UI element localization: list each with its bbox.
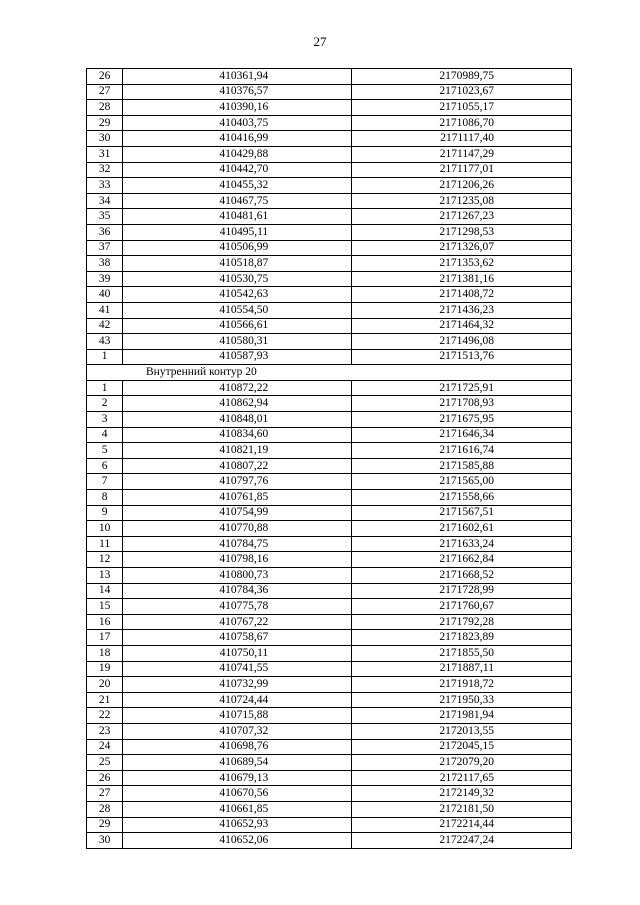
y-coordinate-cell: 2171675,95 bbox=[352, 412, 572, 428]
point-number-cell: 31 bbox=[87, 146, 123, 162]
y-coordinate-cell: 2171436,23 bbox=[352, 302, 572, 318]
y-coordinate-cell: 2171326,07 bbox=[352, 240, 572, 256]
table-row bbox=[87, 645, 572, 661]
x-coordinate-cell: 410403,75 bbox=[123, 115, 352, 131]
point-number-cell: 2 bbox=[87, 396, 123, 412]
table-row bbox=[87, 84, 572, 100]
point-number-cell: 29 bbox=[87, 817, 123, 833]
x-coordinate-cell: 410754,99 bbox=[123, 505, 352, 521]
point-number-cell: 9 bbox=[87, 505, 123, 521]
table-row bbox=[87, 178, 572, 194]
point-number-cell: 27 bbox=[87, 84, 123, 100]
point-number-cell: 12 bbox=[87, 552, 123, 568]
table-row bbox=[87, 209, 572, 225]
y-coordinate-cell: 2171585,88 bbox=[352, 458, 572, 474]
point-number-cell: 13 bbox=[87, 568, 123, 584]
table-row bbox=[87, 115, 572, 131]
point-number-cell: 21 bbox=[87, 692, 123, 708]
table-row bbox=[87, 505, 572, 521]
x-coordinate-cell: 410495,11 bbox=[123, 224, 352, 240]
x-coordinate-cell: 410834,60 bbox=[123, 427, 352, 443]
y-coordinate-cell: 2171055,17 bbox=[352, 100, 572, 116]
x-coordinate-cell: 410807,22 bbox=[123, 458, 352, 474]
point-number-cell: 4 bbox=[87, 427, 123, 443]
point-number-cell: 16 bbox=[87, 614, 123, 630]
x-coordinate-cell: 410670,56 bbox=[123, 786, 352, 802]
table-row bbox=[87, 396, 572, 412]
x-coordinate-cell: 410390,16 bbox=[123, 100, 352, 116]
x-coordinate-cell: 410750,11 bbox=[123, 645, 352, 661]
table-row bbox=[87, 287, 572, 303]
table-row bbox=[87, 427, 572, 443]
table-row bbox=[87, 490, 572, 506]
x-coordinate-cell: 410580,31 bbox=[123, 334, 352, 350]
y-coordinate-cell: 2172079,20 bbox=[352, 755, 572, 771]
y-coordinate-cell: 2171602,61 bbox=[352, 521, 572, 537]
section-row bbox=[87, 365, 572, 381]
table-row bbox=[87, 786, 572, 802]
point-number-cell: 7 bbox=[87, 474, 123, 490]
x-coordinate-cell: 410481,61 bbox=[123, 209, 352, 225]
table-row bbox=[87, 240, 572, 256]
x-coordinate-cell: 410566,61 bbox=[123, 318, 352, 334]
point-number-cell: 8 bbox=[87, 490, 123, 506]
point-number-cell: 1 bbox=[87, 380, 123, 396]
table-row bbox=[87, 770, 572, 786]
point-number-cell: 15 bbox=[87, 599, 123, 615]
x-coordinate-cell: 410775,78 bbox=[123, 599, 352, 615]
point-number-cell: 40 bbox=[87, 287, 123, 303]
point-number-cell: 38 bbox=[87, 256, 123, 272]
x-coordinate-cell: 410862,94 bbox=[123, 396, 352, 412]
y-coordinate-cell: 2171177,01 bbox=[352, 162, 572, 178]
table-row bbox=[87, 69, 572, 85]
x-coordinate-cell: 410872,22 bbox=[123, 380, 352, 396]
table-row bbox=[87, 739, 572, 755]
x-coordinate-cell: 410467,75 bbox=[123, 193, 352, 209]
x-coordinate-cell: 410848,01 bbox=[123, 412, 352, 428]
table-row bbox=[87, 458, 572, 474]
x-coordinate-cell: 410707,32 bbox=[123, 723, 352, 739]
table-row bbox=[87, 583, 572, 599]
table-row bbox=[87, 661, 572, 677]
y-coordinate-cell: 2171558,66 bbox=[352, 490, 572, 506]
x-coordinate-cell: 410518,87 bbox=[123, 256, 352, 272]
point-number-cell: 43 bbox=[87, 334, 123, 350]
x-coordinate-cell: 410800,73 bbox=[123, 568, 352, 584]
y-coordinate-cell: 2171950,33 bbox=[352, 692, 572, 708]
y-coordinate-cell: 2172214,44 bbox=[352, 817, 572, 833]
x-coordinate-cell: 410587,93 bbox=[123, 349, 352, 365]
point-number-cell: 34 bbox=[87, 193, 123, 209]
point-number-cell: 22 bbox=[87, 708, 123, 724]
point-number-cell: 26 bbox=[87, 69, 123, 85]
x-coordinate-cell: 410506,99 bbox=[123, 240, 352, 256]
point-number-cell: 26 bbox=[87, 770, 123, 786]
y-coordinate-cell: 2171381,16 bbox=[352, 271, 572, 287]
x-coordinate-cell: 410741,55 bbox=[123, 661, 352, 677]
y-coordinate-cell: 2171464,32 bbox=[352, 318, 572, 334]
y-coordinate-cell: 2172247,24 bbox=[352, 833, 572, 849]
x-coordinate-cell: 410821,19 bbox=[123, 443, 352, 459]
x-coordinate-cell: 410652,06 bbox=[123, 833, 352, 849]
table-row bbox=[87, 536, 572, 552]
y-coordinate-cell: 2171353,62 bbox=[352, 256, 572, 272]
table-row bbox=[87, 801, 572, 817]
x-coordinate-cell: 410715,88 bbox=[123, 708, 352, 724]
y-coordinate-cell: 2171855,50 bbox=[352, 645, 572, 661]
x-coordinate-cell: 410416,99 bbox=[123, 131, 352, 147]
point-number-cell: 30 bbox=[87, 131, 123, 147]
table-row bbox=[87, 271, 572, 287]
x-coordinate-cell: 410767,22 bbox=[123, 614, 352, 630]
x-coordinate-cell: 410784,36 bbox=[123, 583, 352, 599]
point-number-cell: 20 bbox=[87, 677, 123, 693]
point-number-cell: 37 bbox=[87, 240, 123, 256]
x-coordinate-cell: 410798,16 bbox=[123, 552, 352, 568]
y-coordinate-cell: 2171117,40 bbox=[352, 131, 572, 147]
y-coordinate-cell: 2172045,15 bbox=[352, 739, 572, 755]
table-row bbox=[87, 443, 572, 459]
table-row bbox=[87, 755, 572, 771]
point-number-cell: 36 bbox=[87, 224, 123, 240]
x-coordinate-cell: 410679,13 bbox=[123, 770, 352, 786]
y-coordinate-cell: 2171616,74 bbox=[352, 443, 572, 459]
table-row bbox=[87, 723, 572, 739]
section-title: Внутренний контур 20 bbox=[87, 365, 572, 381]
table-row bbox=[87, 833, 572, 849]
point-number-cell: 3 bbox=[87, 412, 123, 428]
coordinates-table bbox=[86, 68, 572, 849]
y-coordinate-cell: 2171496,08 bbox=[352, 334, 572, 350]
table-row bbox=[87, 318, 572, 334]
point-number-cell: 33 bbox=[87, 178, 123, 194]
y-coordinate-cell: 2171918,72 bbox=[352, 677, 572, 693]
point-number-cell: 27 bbox=[87, 786, 123, 802]
y-coordinate-cell: 2171513,76 bbox=[352, 349, 572, 365]
x-coordinate-cell: 410661,85 bbox=[123, 801, 352, 817]
y-coordinate-cell: 2171662,84 bbox=[352, 552, 572, 568]
point-number-cell: 30 bbox=[87, 833, 123, 849]
table-row bbox=[87, 349, 572, 365]
x-coordinate-cell: 410689,54 bbox=[123, 755, 352, 771]
x-coordinate-cell: 410761,85 bbox=[123, 490, 352, 506]
y-coordinate-cell: 2171565,00 bbox=[352, 474, 572, 490]
x-coordinate-cell: 410698,76 bbox=[123, 739, 352, 755]
y-coordinate-cell: 2171646,34 bbox=[352, 427, 572, 443]
y-coordinate-cell: 2171668,52 bbox=[352, 568, 572, 584]
coordinates-table-body bbox=[87, 69, 572, 849]
table-row bbox=[87, 146, 572, 162]
y-coordinate-cell: 2171147,29 bbox=[352, 146, 572, 162]
x-coordinate-cell: 410758,67 bbox=[123, 630, 352, 646]
table-row bbox=[87, 677, 572, 693]
table-row bbox=[87, 630, 572, 646]
point-number-cell: 6 bbox=[87, 458, 123, 474]
y-coordinate-cell: 2171235,08 bbox=[352, 193, 572, 209]
table-row bbox=[87, 131, 572, 147]
point-number-cell: 41 bbox=[87, 302, 123, 318]
y-coordinate-cell: 2171792,28 bbox=[352, 614, 572, 630]
point-number-cell: 28 bbox=[87, 100, 123, 116]
x-coordinate-cell: 410784,75 bbox=[123, 536, 352, 552]
table-row bbox=[87, 193, 572, 209]
y-coordinate-cell: 2171267,23 bbox=[352, 209, 572, 225]
table-row bbox=[87, 162, 572, 178]
y-coordinate-cell: 2172117,65 bbox=[352, 770, 572, 786]
table-row bbox=[87, 412, 572, 428]
y-coordinate-cell: 2172149,32 bbox=[352, 786, 572, 802]
y-coordinate-cell: 2171086,70 bbox=[352, 115, 572, 131]
x-coordinate-cell: 410797,76 bbox=[123, 474, 352, 490]
table-row bbox=[87, 614, 572, 630]
point-number-cell: 39 bbox=[87, 271, 123, 287]
y-coordinate-cell: 2170989,75 bbox=[352, 69, 572, 85]
y-coordinate-cell: 2171633,24 bbox=[352, 536, 572, 552]
y-coordinate-cell: 2172181,50 bbox=[352, 801, 572, 817]
point-number-cell: 35 bbox=[87, 209, 123, 225]
point-number-cell: 42 bbox=[87, 318, 123, 334]
table-row bbox=[87, 380, 572, 396]
x-coordinate-cell: 410732,99 bbox=[123, 677, 352, 693]
x-coordinate-cell: 410361,94 bbox=[123, 69, 352, 85]
table-row bbox=[87, 334, 572, 350]
y-coordinate-cell: 2171725,91 bbox=[352, 380, 572, 396]
x-coordinate-cell: 410652,93 bbox=[123, 817, 352, 833]
table-row bbox=[87, 708, 572, 724]
x-coordinate-cell: 410455,32 bbox=[123, 178, 352, 194]
table-row bbox=[87, 474, 572, 490]
table-row bbox=[87, 224, 572, 240]
x-coordinate-cell: 410554,50 bbox=[123, 302, 352, 318]
table-row bbox=[87, 100, 572, 116]
y-coordinate-cell: 2171823,89 bbox=[352, 630, 572, 646]
x-coordinate-cell: 410724,44 bbox=[123, 692, 352, 708]
y-coordinate-cell: 2171298,53 bbox=[352, 224, 572, 240]
table-row bbox=[87, 302, 572, 318]
table-row bbox=[87, 256, 572, 272]
x-coordinate-cell: 410376,57 bbox=[123, 84, 352, 100]
point-number-cell: 19 bbox=[87, 661, 123, 677]
x-coordinate-cell: 410442,70 bbox=[123, 162, 352, 178]
table-row bbox=[87, 521, 572, 537]
x-coordinate-cell: 410429,88 bbox=[123, 146, 352, 162]
table-row bbox=[87, 817, 572, 833]
y-coordinate-cell: 2171708,93 bbox=[352, 396, 572, 412]
point-number-cell: 24 bbox=[87, 739, 123, 755]
x-coordinate-cell: 410542,63 bbox=[123, 287, 352, 303]
point-number-cell: 32 bbox=[87, 162, 123, 178]
table-row bbox=[87, 568, 572, 584]
table-row bbox=[87, 599, 572, 615]
point-number-cell: 11 bbox=[87, 536, 123, 552]
y-coordinate-cell: 2172013,55 bbox=[352, 723, 572, 739]
y-coordinate-cell: 2171408,72 bbox=[352, 287, 572, 303]
y-coordinate-cell: 2171981,94 bbox=[352, 708, 572, 724]
table-row bbox=[87, 692, 572, 708]
y-coordinate-cell: 2171728,99 bbox=[352, 583, 572, 599]
point-number-cell: 1 bbox=[87, 349, 123, 365]
x-coordinate-cell: 410530,75 bbox=[123, 271, 352, 287]
x-coordinate-cell: 410770,88 bbox=[123, 521, 352, 537]
table-row bbox=[87, 552, 572, 568]
y-coordinate-cell: 2171760,67 bbox=[352, 599, 572, 615]
point-number-cell: 17 bbox=[87, 630, 123, 646]
point-number-cell: 29 bbox=[87, 115, 123, 131]
y-coordinate-cell: 2171567,51 bbox=[352, 505, 572, 521]
point-number-cell: 10 bbox=[87, 521, 123, 537]
y-coordinate-cell: 2171023,67 bbox=[352, 84, 572, 100]
point-number-cell: 28 bbox=[87, 801, 123, 817]
point-number-cell: 18 bbox=[87, 645, 123, 661]
y-coordinate-cell: 2171887,11 bbox=[352, 661, 572, 677]
point-number-cell: 14 bbox=[87, 583, 123, 599]
page-number: 27 bbox=[313, 34, 327, 49]
point-number-cell: 25 bbox=[87, 755, 123, 771]
point-number-cell: 23 bbox=[87, 723, 123, 739]
point-number-cell: 5 bbox=[87, 443, 123, 459]
y-coordinate-cell: 2171206,26 bbox=[352, 178, 572, 194]
